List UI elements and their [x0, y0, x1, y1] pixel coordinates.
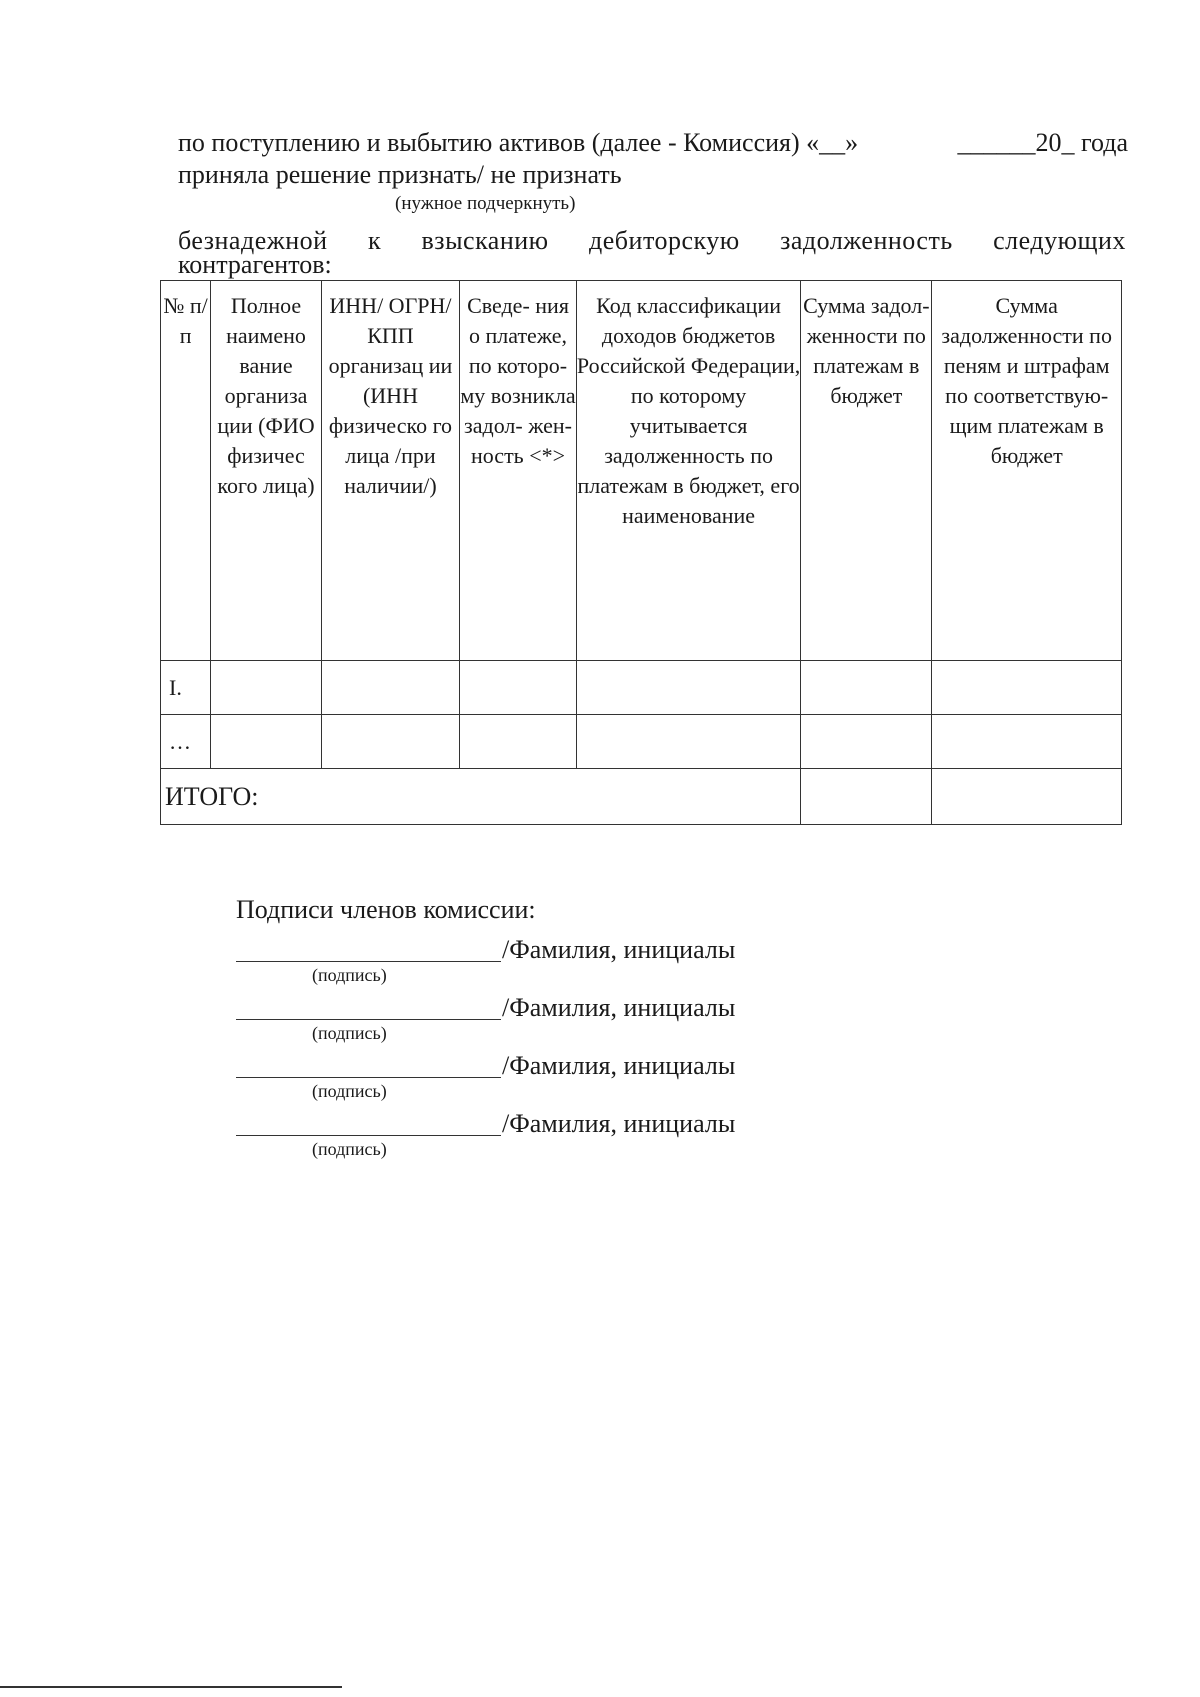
signature-row: [236, 1109, 736, 1167]
table-cell: [801, 661, 932, 715]
signature-name: /Фамилия, инициалы: [502, 993, 736, 1022]
signature-row: [236, 935, 736, 993]
intro-line-1-right: ______20_ года: [957, 128, 1128, 157]
intro-word: задолженность: [780, 226, 953, 255]
intro-word: следующих: [993, 226, 1126, 255]
intro-line-2: приняла решение признать/ не признать: [178, 160, 622, 189]
signatures-block: [236, 895, 736, 1167]
signature-caption: (подпись): [312, 1081, 387, 1101]
header-org-name: Полное наимено вание организа ции (ФИО физичес кого лица): [211, 281, 322, 661]
intro-word: к: [367, 226, 382, 255]
intro-line-1: [178, 128, 1128, 158]
table-cell: [932, 661, 1122, 715]
signature-caption: (подпись): [312, 965, 387, 985]
header-number: № п/п: [161, 281, 211, 661]
table-cell: [460, 715, 577, 769]
debt-table: [160, 280, 1122, 825]
signature-name: /Фамилия, инициалы: [502, 1109, 736, 1138]
total-label: ИТОГО:: [161, 769, 801, 825]
header-inn: ИНН/ ОГРН/ КПП организац ии (ИНН физическо го лица /при наличии/): [321, 281, 459, 661]
total-debt-cell: [801, 769, 932, 825]
signature-name: /Фамилия, инициалы: [502, 1051, 736, 1080]
header-payment-info: Сведе- ния о платеже, по которо- му возникла задол- жен- ность <*>: [460, 281, 577, 661]
intro-line-4: контрагентов:: [178, 250, 332, 279]
signatures-title: Подписи членов комиссии:: [236, 895, 536, 924]
signature-line: [236, 1077, 501, 1078]
header-penalty-amount: Сумма задолженности по пеням и штрафам по соответствую- щим платежам в бюджет: [932, 281, 1122, 661]
table-cell: [801, 715, 932, 769]
table-cell: [932, 715, 1122, 769]
row-number: I.: [161, 661, 211, 715]
intro-word: дебиторскую: [589, 226, 740, 255]
signature-line: [236, 1019, 501, 1020]
row-number: …: [161, 715, 211, 769]
header-budget-code: Код классификации доходов бюджетов Российской Федерации, по которому учитывается задолженность по платежам в бюджет, его наименование: [576, 281, 800, 661]
signature-caption: (подпись): [312, 1023, 387, 1043]
table-cell: [576, 661, 800, 715]
table-row: [161, 661, 1122, 715]
table-cell: [460, 661, 577, 715]
signature-caption: (подпись): [312, 1139, 387, 1159]
total-penalty-cell: [932, 769, 1122, 825]
intro-line-1-left: по поступлению и выбытию активов (далее - Комиссия) «__»: [178, 128, 859, 157]
signature-name: /Фамилия, инициалы: [502, 935, 736, 964]
signature-line: [236, 961, 501, 962]
underline-note: (нужное подчеркнуть): [395, 193, 576, 214]
table-cell: [211, 715, 322, 769]
signature-row: [236, 1051, 736, 1109]
signature-line: [236, 1135, 501, 1136]
intro-word: взысканию: [421, 226, 549, 255]
signature-row: [236, 993, 736, 1051]
table-row: [161, 715, 1122, 769]
footnote-separator: [0, 1686, 342, 1688]
table-header-row: [161, 281, 1122, 661]
table-cell: [321, 661, 459, 715]
table-cell: [321, 715, 459, 769]
table-total-row: [161, 769, 1122, 825]
table-cell: [211, 661, 322, 715]
table-cell: [576, 715, 800, 769]
header-debt-amount: Сумма задол- женности по платежам в бюджет: [801, 281, 932, 661]
intro-word: безнадежной: [178, 226, 328, 255]
